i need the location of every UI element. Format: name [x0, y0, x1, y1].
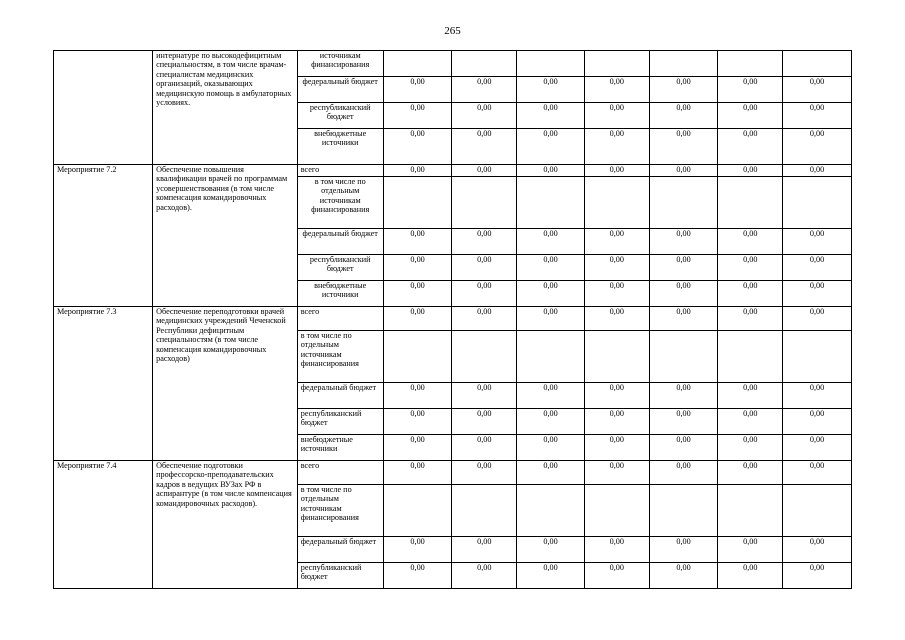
source-cell: федеральный бюджет: [297, 77, 383, 103]
value-cell: [383, 331, 452, 383]
value-cell: 0,00: [584, 563, 649, 589]
value-cell: 0,00: [718, 307, 783, 331]
value-cell: 0,00: [517, 165, 585, 177]
event-name-cell: [54, 51, 153, 165]
value-cell: 0,00: [452, 103, 517, 129]
value-cell: 0,00: [718, 77, 783, 103]
value-cell: 0,00: [584, 537, 649, 563]
value-cell: 0,00: [517, 103, 585, 129]
value-cell: 0,00: [517, 255, 585, 281]
source-cell: внебюджетные источники: [297, 281, 383, 307]
value-cell: 0,00: [383, 307, 452, 331]
value-cell: 0,00: [383, 129, 452, 165]
value-cell: 0,00: [783, 281, 852, 307]
value-cell: 0,00: [649, 537, 718, 563]
source-cell: всего: [297, 307, 383, 331]
value-cell: 0,00: [783, 461, 852, 485]
event-name-cell: Мероприятие 7.2: [54, 165, 153, 307]
value-cell: 0,00: [718, 563, 783, 589]
page-number: 265: [444, 25, 461, 37]
value-cell: 0,00: [783, 255, 852, 281]
value-cell: 0,00: [383, 409, 452, 435]
value-cell: [452, 51, 517, 77]
source-cell: республиканский бюджет: [297, 255, 383, 281]
value-cell: 0,00: [452, 77, 517, 103]
value-cell: 0,00: [584, 281, 649, 307]
value-cell: 0,00: [452, 383, 517, 409]
source-cell: всего: [297, 461, 383, 485]
event-description-cell: Обеспечение повышения квалификации врачей по программам усовершенствования (в том числе компенсация командировочных расходов).: [153, 165, 298, 307]
value-cell: 0,00: [517, 435, 585, 461]
event-description-cell: Обеспечение подготовки профессорско-преподавательских кадров в ведущих ВУЗах РФ в аспирантуре (в том числе компенсация командировочных расходов).: [153, 461, 298, 589]
value-cell: 0,00: [383, 165, 452, 177]
source-cell: республиканский бюджет: [297, 409, 383, 435]
value-cell: 0,00: [517, 281, 585, 307]
value-cell: 0,00: [783, 77, 852, 103]
value-cell: [517, 51, 585, 77]
value-cell: 0,00: [584, 307, 649, 331]
value-cell: [718, 51, 783, 77]
source-cell: в том числе по отдельным источникам финансирования: [297, 331, 383, 383]
value-cell: 0,00: [718, 229, 783, 255]
value-cell: 0,00: [783, 563, 852, 589]
value-cell: 0,00: [649, 77, 718, 103]
value-cell: 0,00: [718, 409, 783, 435]
source-cell: внебюджетные источники: [297, 435, 383, 461]
value-cell: 0,00: [584, 435, 649, 461]
value-cell: [584, 331, 649, 383]
value-cell: 0,00: [718, 255, 783, 281]
value-cell: 0,00: [517, 537, 585, 563]
value-cell: 0,00: [584, 409, 649, 435]
value-cell: [649, 51, 718, 77]
value-cell: 0,00: [783, 409, 852, 435]
value-cell: 0,00: [649, 129, 718, 165]
value-cell: 0,00: [783, 537, 852, 563]
value-cell: 0,00: [783, 383, 852, 409]
source-cell: федеральный бюджет: [297, 537, 383, 563]
value-cell: [517, 485, 585, 537]
source-cell: республиканский бюджет: [297, 563, 383, 589]
value-cell: 0,00: [718, 435, 783, 461]
source-cell: республиканский бюджет: [297, 103, 383, 129]
value-cell: 0,00: [452, 129, 517, 165]
value-cell: 0,00: [718, 165, 783, 177]
value-cell: 0,00: [517, 77, 585, 103]
value-cell: 0,00: [584, 165, 649, 177]
value-cell: 0,00: [584, 461, 649, 485]
table-row: [54, 51, 852, 77]
value-cell: [452, 177, 517, 229]
value-cell: 0,00: [452, 435, 517, 461]
value-cell: 0,00: [584, 255, 649, 281]
value-cell: 0,00: [718, 281, 783, 307]
value-cell: [649, 331, 718, 383]
value-cell: [783, 331, 852, 383]
value-cell: 0,00: [383, 461, 452, 485]
value-cell: 0,00: [452, 165, 517, 177]
value-cell: [783, 485, 852, 537]
value-cell: 0,00: [517, 229, 585, 255]
value-cell: 0,00: [649, 435, 718, 461]
value-cell: 0,00: [452, 409, 517, 435]
value-cell: 0,00: [649, 563, 718, 589]
value-cell: 0,00: [649, 461, 718, 485]
value-cell: [584, 485, 649, 537]
value-cell: 0,00: [783, 165, 852, 177]
value-cell: 0,00: [517, 383, 585, 409]
value-cell: [452, 331, 517, 383]
value-cell: 0,00: [452, 537, 517, 563]
value-cell: 0,00: [452, 307, 517, 331]
value-cell: 0,00: [584, 383, 649, 409]
value-cell: [383, 177, 452, 229]
event-name-cell: Мероприятие 7.3: [54, 307, 153, 461]
value-cell: 0,00: [783, 435, 852, 461]
event-description-cell: Обеспечение переподготовки врачей медицинских учреждений Чеченской Республики дефицитным специальностям (в том числе компенсация командировочных расходов): [153, 307, 298, 461]
value-cell: 0,00: [649, 409, 718, 435]
value-cell: 0,00: [649, 383, 718, 409]
value-cell: 0,00: [649, 229, 718, 255]
value-cell: [517, 177, 585, 229]
source-cell: федеральный бюджет: [297, 229, 383, 255]
value-cell: [783, 177, 852, 229]
value-cell: 0,00: [383, 435, 452, 461]
value-cell: 0,00: [783, 103, 852, 129]
source-cell: в том числе по отдельным источникам финансирования: [297, 485, 383, 537]
table-row: [54, 307, 852, 331]
value-cell: [649, 485, 718, 537]
value-cell: [383, 485, 452, 537]
value-cell: 0,00: [452, 255, 517, 281]
source-cell: всего: [297, 165, 383, 177]
value-cell: 0,00: [517, 129, 585, 165]
source-cell: внебюджетные источники: [297, 129, 383, 165]
source-cell: источникам финансирования: [297, 51, 383, 77]
value-cell: 0,00: [383, 103, 452, 129]
value-cell: 0,00: [718, 537, 783, 563]
value-cell: [584, 51, 649, 77]
value-cell: [584, 177, 649, 229]
value-cell: 0,00: [383, 255, 452, 281]
value-cell: 0,00: [783, 307, 852, 331]
value-cell: 0,00: [584, 129, 649, 165]
value-cell: 0,00: [584, 103, 649, 129]
value-cell: 0,00: [517, 461, 585, 485]
value-cell: [718, 331, 783, 383]
value-cell: 0,00: [649, 165, 718, 177]
value-cell: [452, 485, 517, 537]
value-cell: [383, 51, 452, 77]
event-description-cell: интернатуре по высокодефицитным специальностям, в том числе врачам-специалистам медицинских организаций, оказывающих медицинскую помощь в амбулаторных условиях.: [153, 51, 298, 165]
value-cell: 0,00: [783, 229, 852, 255]
value-cell: 0,00: [718, 461, 783, 485]
value-cell: 0,00: [517, 563, 585, 589]
value-cell: [783, 51, 852, 77]
value-cell: 0,00: [383, 537, 452, 563]
value-cell: [718, 177, 783, 229]
value-cell: 0,00: [783, 129, 852, 165]
value-cell: 0,00: [584, 229, 649, 255]
value-cell: [718, 485, 783, 537]
value-cell: 0,00: [718, 383, 783, 409]
budget-table: [53, 50, 852, 589]
source-cell: федеральный бюджет: [297, 383, 383, 409]
value-cell: 0,00: [383, 383, 452, 409]
value-cell: 0,00: [649, 103, 718, 129]
value-cell: 0,00: [452, 229, 517, 255]
value-cell: 0,00: [584, 77, 649, 103]
value-cell: 0,00: [452, 563, 517, 589]
value-cell: 0,00: [718, 103, 783, 129]
value-cell: 0,00: [517, 307, 585, 331]
value-cell: [649, 177, 718, 229]
event-name-cell: Мероприятие 7.4: [54, 461, 153, 589]
value-cell: 0,00: [383, 77, 452, 103]
table-row: [54, 461, 852, 485]
value-cell: 0,00: [383, 563, 452, 589]
value-cell: 0,00: [649, 307, 718, 331]
value-cell: 0,00: [452, 281, 517, 307]
value-cell: [517, 331, 585, 383]
value-cell: 0,00: [383, 281, 452, 307]
value-cell: 0,00: [452, 461, 517, 485]
source-cell: в том числе по отдельным источникам финансирования: [297, 177, 383, 229]
value-cell: 0,00: [383, 229, 452, 255]
value-cell: 0,00: [517, 409, 585, 435]
value-cell: 0,00: [649, 281, 718, 307]
value-cell: 0,00: [718, 129, 783, 165]
value-cell: 0,00: [649, 255, 718, 281]
table-row: [54, 165, 852, 177]
